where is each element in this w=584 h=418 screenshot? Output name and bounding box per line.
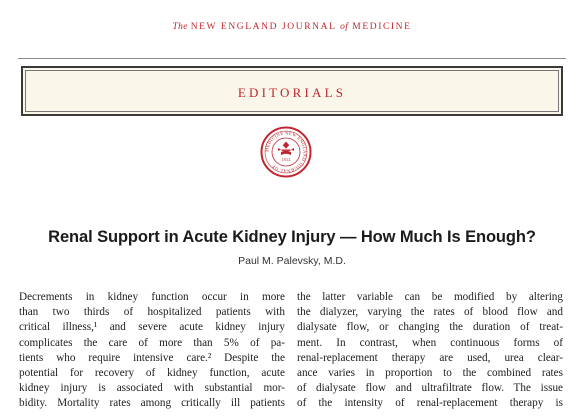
journal-header-medicine: MEDICINE bbox=[348, 22, 412, 32]
seal-year: 1812 bbox=[281, 157, 291, 162]
article-author: Paul M. Palevsky, M.D. bbox=[238, 255, 346, 267]
journal-header-name: NEW ENGLAND JOURNAL bbox=[190, 22, 341, 32]
header-divider bbox=[18, 58, 566, 59]
journal-seal-logo bbox=[260, 126, 312, 178]
journal-header bbox=[0, 22, 584, 32]
seal-outer-text: MEDICINE NEW ENGLAND JOURNAL OF bbox=[264, 130, 308, 174]
body-column-left bbox=[19, 290, 285, 412]
section-banner bbox=[21, 66, 563, 116]
body-line: ance varies in proportion to the combined rates bbox=[297, 366, 563, 379]
body-line: complicates the care of more than 5% of pa- bbox=[19, 336, 285, 349]
section-label: EDITORIALS bbox=[237, 85, 347, 100]
body-line: the latter variable can be modified by altering bbox=[297, 291, 563, 303]
body-line: tients who require intensive care.² Despite the bbox=[19, 351, 285, 364]
body-line: of the intensity of renal-replacement therapy is bbox=[297, 397, 563, 410]
body-line: of dialysate flow and ultrafiltrate flow. The issue bbox=[297, 382, 563, 395]
body-line: bidity. Mortality rates among critically ill patients bbox=[19, 397, 285, 410]
body-line: kidney injury is associated with substantial mor- bbox=[19, 382, 285, 395]
body-line: renal-replacement therapy are used, urea clear- bbox=[297, 351, 563, 364]
body-line: ment. In contrast, when continuous forms of bbox=[297, 336, 563, 349]
journal-header-of: of bbox=[340, 22, 349, 32]
body-column-right bbox=[297, 290, 563, 412]
article-title: Renal Support in Acute Kidney Injury — How Much Is Enough? bbox=[48, 228, 536, 246]
body-line: dialysate flow, or changing the duration of treat- bbox=[297, 321, 563, 334]
body-line: than two thirds of hospitalized patients with bbox=[19, 306, 285, 319]
body-line: critical illness,¹ and severe acute kidney injury bbox=[19, 321, 285, 334]
journal-header-the: The bbox=[172, 22, 191, 32]
body-line: potential for recovery of kidney function, acute bbox=[19, 366, 285, 379]
body-line: Decrements in kidney function occur in more bbox=[19, 291, 285, 303]
body-line: the dialyzer, varying the rates of blood flow and bbox=[297, 306, 563, 319]
